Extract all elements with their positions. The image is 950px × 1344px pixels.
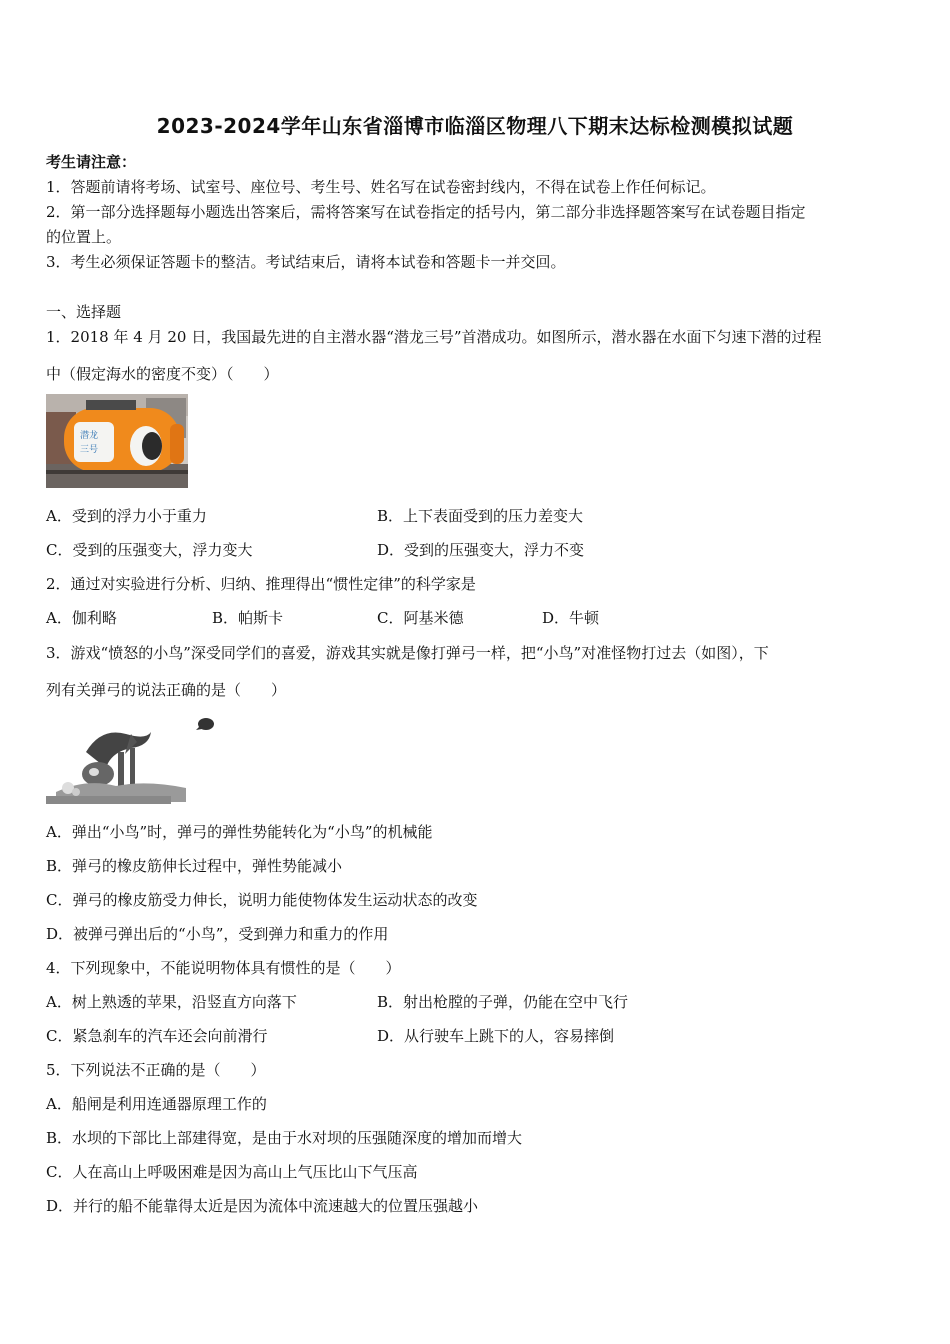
q5-option-b: B．水坝的下部比上部建得宽，是由于水对坝的压强随深度的增加而增大 <box>46 1129 523 1147</box>
submarine-photo <box>46 394 188 488</box>
section-heading: 一、选择题 <box>46 303 122 321</box>
q2-stem: 2．通过对实验进行分析、归纳、推理得出“惯性定律”的科学家是 <box>46 575 476 593</box>
q1-stem-line1: 1．2018 年 4 月 20 日，我国最先进的自主潜水器“潜龙三号”首潜成功。如图所示，潜水器在水面下匀速下潜的过程 <box>46 328 822 346</box>
q1-option-d: D．受到的压强变大，浮力不变 <box>377 541 585 559</box>
q5-option-d: D．并行的船不能靠得太近是因为流体中流速越大的位置压强越小 <box>46 1197 479 1215</box>
q5-option-a: A．船闸是利用连通器原理工作的 <box>46 1095 267 1113</box>
notice-item-3: 3．考生必须保证答题卡的整洁。考试结束后，请将本试卷和答题卡一并交回。 <box>46 253 566 271</box>
q2-option-c: C．阿基米德 <box>377 609 464 627</box>
q2-option-d: D．牛顿 <box>542 609 600 627</box>
q1-stem-line2: 中（假定海水的密度不变）（ ） <box>46 365 279 383</box>
page-title: 2023-2024学年山东省淄博市临淄区物理八下期末达标检测模拟试题 <box>156 114 794 138</box>
q3-stem-line2: 列有关弹弓的说法正确的是（ ） <box>46 681 287 699</box>
q3-option-a: A．弹出“小鸟”时，弹弓的弹性势能转化为“小鸟”的机械能 <box>46 823 433 841</box>
svg-text:潜龙: 潜龙 <box>80 431 99 441</box>
q4-stem: 4．下列现象中，不能说明物体具有惯性的是（ ） <box>46 959 401 977</box>
q5-option-c: C．人在高山上呼吸困难是因为高山上气压比山下气压高 <box>46 1163 418 1181</box>
q3-option-b: B．弹弓的橡皮筋伸长过程中，弹性势能减小 <box>46 857 343 875</box>
q2-option-b: B．帕斯卡 <box>212 609 284 627</box>
q1-option-b: B．上下表面受到的压力差变大 <box>377 507 584 525</box>
q1-option-a: A．受到的浮力小于重力 <box>46 507 207 525</box>
q4-option-b: B．射出枪膛的子弹，仍能在空中飞行 <box>377 993 629 1011</box>
q3-option-c: C．弹弓的橡皮筋受力伸长，说明力能使物体发生运动状态的改变 <box>46 891 478 909</box>
q5-stem: 5．下列说法不正确的是（ ） <box>46 1061 266 1079</box>
q4-option-d: D．从行驶车上跳下的人，容易摔倒 <box>377 1027 615 1045</box>
q4-option-c: C．紧急刹车的汽车还会向前滑行 <box>46 1027 268 1045</box>
notice-item-1: 1．答题前请将考场、试室号、座位号、考生号、姓名写在试卷密封线内，不得在试卷上作任何标记。 <box>46 178 716 196</box>
angry-birds-illustration <box>46 712 221 804</box>
q1-option-c: C．受到的压强变大，浮力变大 <box>46 541 253 559</box>
q3-stem-line1: 3．游戏“愤怒的小鸟”深受同学们的喜爱，游戏其实就是像打弹弓一样，把“小鸟”对准怪物打过去（如图），下 <box>46 644 769 662</box>
notice-item-2: 2．第一部分选择题每小题选出答案后，需将答案写在试卷指定的括号内，第二部分非选择题答案写在试卷题目指定 <box>46 203 806 221</box>
notice-heading: 考生请注意： <box>46 153 137 171</box>
q4-option-a: A．树上熟透的苹果，沿竖直方向落下 <box>46 993 297 1011</box>
svg-text:三号: 三号 <box>80 445 99 455</box>
notice-item-2-cont: 的位置上。 <box>46 228 122 246</box>
q2-option-a: A．伽利略 <box>46 609 117 627</box>
q3-option-d: D．被弹弓弹出后的“小鸟”，受到弹力和重力的作用 <box>46 925 389 943</box>
